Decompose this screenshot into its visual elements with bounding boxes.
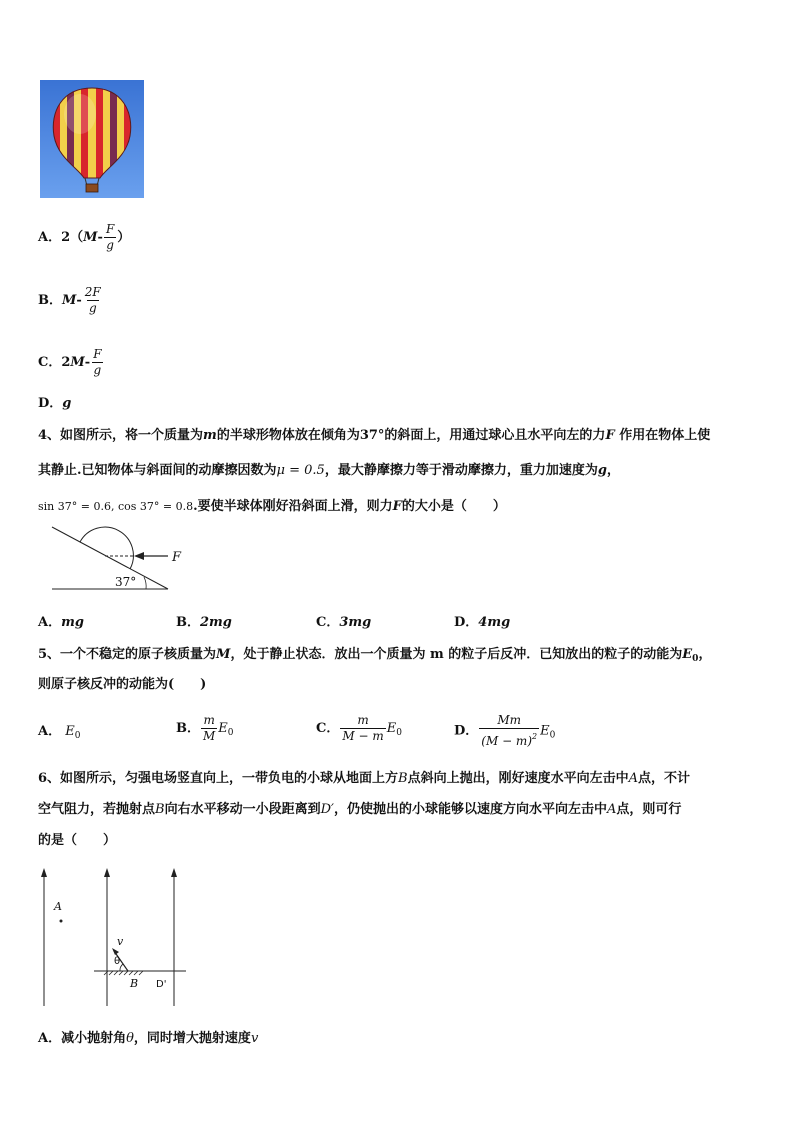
label-b: B <box>130 977 139 990</box>
fraction-m-over-M-minus-m: $\frac{m}{M - m}$ <box>342 713 384 743</box>
fraction-Mm-over-M-minus-m-squared: $\frac{Mm}{(M - m)^2}$ <box>481 713 538 748</box>
fraction-f-over-g: $\frac{F}{g}$ <box>93 347 102 377</box>
label-v: v <box>117 935 124 948</box>
q3-option-c: C．2M- $\frac{F}{g}$ <box>38 347 102 377</box>
label-theta: θ <box>114 956 121 967</box>
q4-option-c: C．3mg <box>316 615 372 630</box>
label-d-prime: D' <box>156 979 167 990</box>
q4-option-b: B．2mg <box>176 615 232 630</box>
label-a: A <box>54 900 62 913</box>
force-arrowhead <box>134 552 144 560</box>
q4-option-d: D．4mg <box>454 615 511 630</box>
q3-option-b: B．M- $\frac{2F}{g}$ <box>38 285 101 315</box>
field-arrowhead-left <box>41 868 47 877</box>
field-arrowhead-middle <box>104 868 110 877</box>
hot-air-balloon-image <box>40 80 144 198</box>
force-label-f: F <box>172 550 182 565</box>
q4-line-2: 其静止.已知物体与斜面间的动摩擦因数为μ = 0.5，最大静摩擦力等于滑动摩擦力，重力加速度为g， <box>38 463 620 478</box>
angle-label-37: 37° <box>115 575 137 589</box>
q3-option-d: D．g <box>38 396 72 411</box>
q5-option-c: C． $\frac{m}{M - m}$ $E_0$ <box>316 713 402 743</box>
electric-field-diagram <box>36 866 196 1011</box>
q6-line-2: 空气阻力，若抛射点B向右水平移动一小段距离到D′，仍使抛出的小球能够以速度方向水平向左击中A点，则可行 <box>38 802 682 817</box>
fraction-f-over-g: $\frac{F}{g}$ <box>105 222 115 252</box>
q4-option-a: A．mg <box>38 615 84 630</box>
q5-option-d: D． $\frac{Mm}{(M - m)^2}$ $E_0$ <box>454 713 556 748</box>
incline-line <box>52 527 168 589</box>
q5-line-2: 则原子核反冲的动能为( ) <box>38 677 207 692</box>
q3-option-a: A．2（M- $\frac{F}{g}$ ） <box>38 222 131 252</box>
fraction-m-over-M: $\frac{m}{M}$ <box>203 713 216 743</box>
q5-line-1: 5、一个不稳定的原子核质量为M，处于静止状态．放出一个质量为 m 的粒子后反冲．已知放出的粒子的动能为$E_0$， <box>38 647 712 664</box>
theta-arc <box>120 964 123 971</box>
q6-line-1: 6、如图所示，匀强电场竖直向上，一带负电的小球从地面上方B点斜向上抛出，刚好速度水平向左击中A点，不计 <box>38 771 691 786</box>
q5-option-b: B． $\frac{m}{M}$ $E_0$ <box>176 713 234 743</box>
hemisphere <box>80 527 133 569</box>
point-a <box>60 920 63 923</box>
q5-option-a: A． $E_0$ <box>38 724 81 741</box>
q4-line-1: 4、如图所示，将一个质量为m的半球形物体放在倾角为37°的斜面上，用通过球心且水平向左的力F 作用在物体上使 <box>38 428 711 443</box>
velocity-arrowhead <box>112 948 119 955</box>
q6-option-a: A．减小抛射角θ，同时增大抛射速度v <box>38 1031 259 1046</box>
field-arrowhead-right <box>171 868 177 877</box>
q4-line-3: sin 37° = 0.6, cos 37° = 0.8.要使半球体刚好沿斜面上滑，则力F的大小是（ ） <box>38 499 506 514</box>
angle-arc <box>144 577 146 589</box>
fraction-2f-over-g: $\frac{2F}{g}$ <box>84 285 101 315</box>
q6-line-3: 的是（ ） <box>38 833 117 848</box>
